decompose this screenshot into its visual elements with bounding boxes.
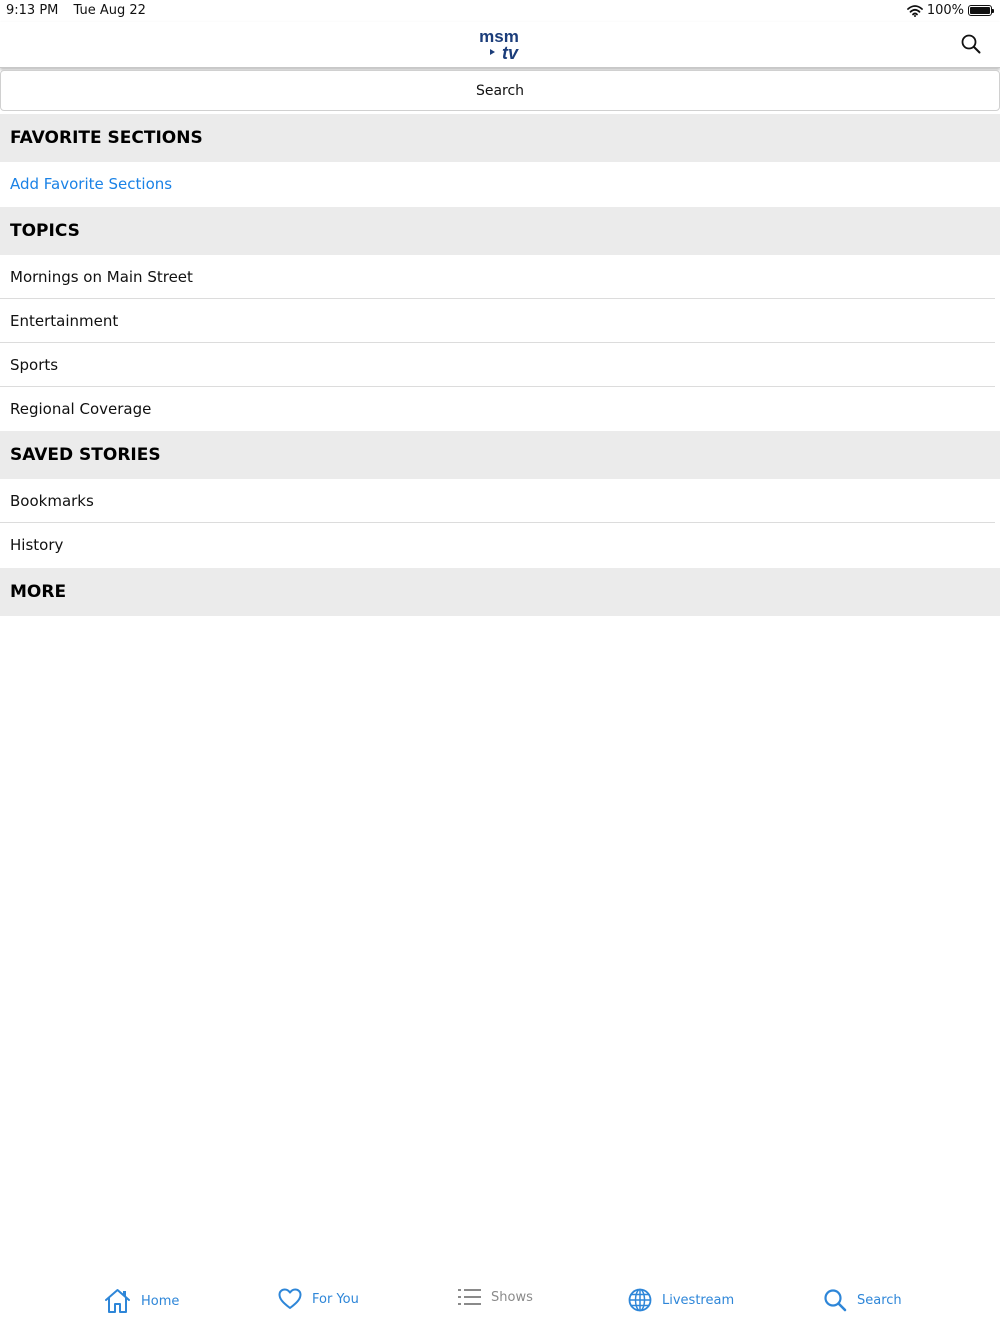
logo-line1: msm bbox=[479, 27, 519, 46]
play-icon bbox=[490, 49, 495, 55]
msm-tv-logo[interactable] bbox=[468, 26, 530, 62]
favorite-sections-header bbox=[0, 114, 1000, 162]
search-label: Search bbox=[475, 82, 525, 99]
topic-label: Regional Coverage bbox=[10, 400, 152, 418]
battery-icon bbox=[968, 5, 992, 16]
topic-item[interactable] bbox=[0, 255, 1000, 299]
saved-item-label: Bookmarks bbox=[10, 492, 94, 510]
tab-shows[interactable] bbox=[458, 1288, 533, 1306]
topic-item[interactable] bbox=[0, 387, 1000, 431]
topic-item[interactable] bbox=[0, 299, 1000, 343]
saved-item-history[interactable] bbox=[0, 523, 1000, 567]
search-icon[interactable] bbox=[960, 33, 982, 55]
topics-title: TOPICS bbox=[10, 221, 80, 241]
more-header bbox=[0, 568, 1000, 616]
status-right bbox=[907, 3, 992, 18]
status-time: 9:13 PM bbox=[6, 3, 59, 18]
add-favorite-sections-link[interactable] bbox=[0, 162, 1000, 206]
add-favorite-sections-label: Add Favorite Sections bbox=[10, 175, 173, 193]
tab-livestream-label: Livestream bbox=[662, 1292, 735, 1308]
status-bar bbox=[0, 0, 1000, 22]
globe-icon bbox=[628, 1288, 652, 1312]
more-title: MORE bbox=[10, 582, 67, 602]
topic-label: Mornings on Main Street bbox=[10, 268, 193, 286]
home-icon bbox=[104, 1288, 131, 1314]
search-icon bbox=[823, 1288, 847, 1312]
tab-shows-label: Shows bbox=[491, 1289, 533, 1305]
tab-search[interactable] bbox=[823, 1288, 902, 1312]
status-left bbox=[6, 3, 157, 18]
topic-item[interactable] bbox=[0, 343, 1000, 387]
status-date: Tue Aug 22 bbox=[73, 3, 146, 18]
logo-line2: tv bbox=[501, 43, 519, 62]
heart-icon bbox=[278, 1288, 302, 1310]
saved-item-bookmarks[interactable] bbox=[0, 479, 1000, 523]
list-icon bbox=[458, 1288, 481, 1306]
wifi-icon bbox=[907, 5, 923, 17]
battery-percent: 100% bbox=[926, 3, 964, 18]
topic-label: Entertainment bbox=[10, 312, 119, 330]
tab-for-you-label: For You bbox=[312, 1291, 359, 1307]
favorite-sections-title: FAVORITE SECTIONS bbox=[10, 128, 203, 148]
tab-home[interactable] bbox=[104, 1288, 179, 1314]
tab-for-you[interactable] bbox=[278, 1288, 359, 1310]
saved-stories-header bbox=[0, 431, 1000, 479]
battery-fill bbox=[970, 7, 990, 14]
tab-search-label: Search bbox=[857, 1292, 902, 1308]
tab-bar bbox=[0, 1278, 1000, 1334]
saved-stories-title: SAVED STORIES bbox=[10, 445, 161, 465]
topics-header bbox=[0, 207, 1000, 255]
topic-label: Sports bbox=[10, 356, 59, 374]
tab-livestream[interactable] bbox=[628, 1288, 734, 1312]
nav-bar bbox=[0, 22, 1000, 68]
search-input[interactable] bbox=[0, 70, 1000, 111]
saved-item-label: History bbox=[10, 536, 64, 554]
tab-home-label: Home bbox=[141, 1293, 180, 1309]
